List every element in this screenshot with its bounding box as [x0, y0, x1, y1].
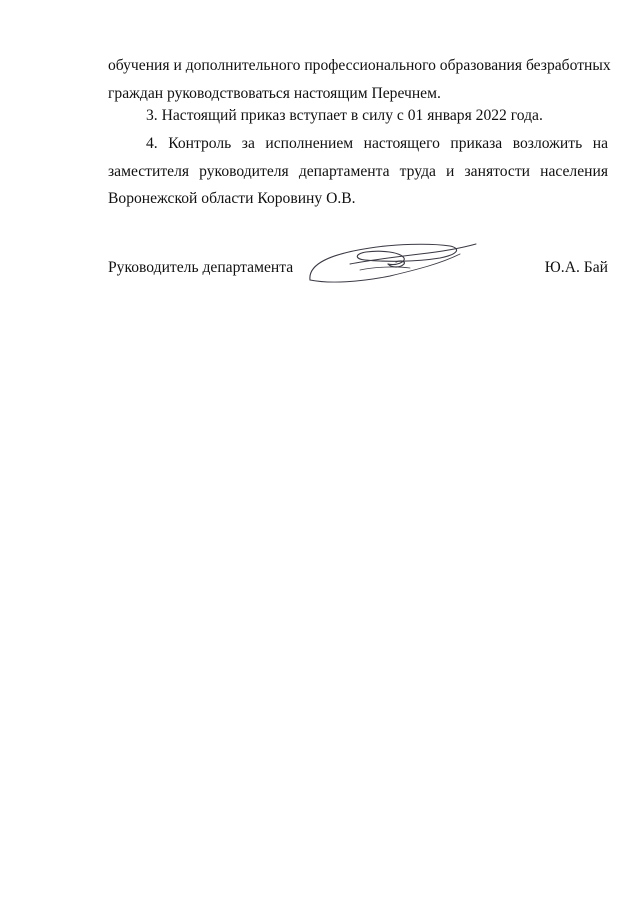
paragraph-4-line-1: 4. Контроль за исполнением настоящего приказа возложить на: [146, 135, 608, 152]
handwritten-signature: [300, 234, 480, 290]
signatory-name: Ю.А. Бай: [544, 259, 608, 276]
paragraph-4-line-2: заместителя руководителя департамента труда и занятости населения: [108, 163, 608, 180]
signatory-title: Руководитель департамента: [108, 259, 294, 276]
paragraph-1-line-2: граждан руководствоваться настоящим Перечнем.: [108, 85, 441, 102]
paragraph-4-line-3: Воронежской области Коровину О.В.: [108, 190, 356, 207]
paragraph-1-line-1: обучения и дополнительного профессионального образования безработных: [108, 57, 611, 74]
paragraph-3: 3. Настоящий приказ вступает в силу с 01 января 2022 года.: [146, 107, 543, 124]
